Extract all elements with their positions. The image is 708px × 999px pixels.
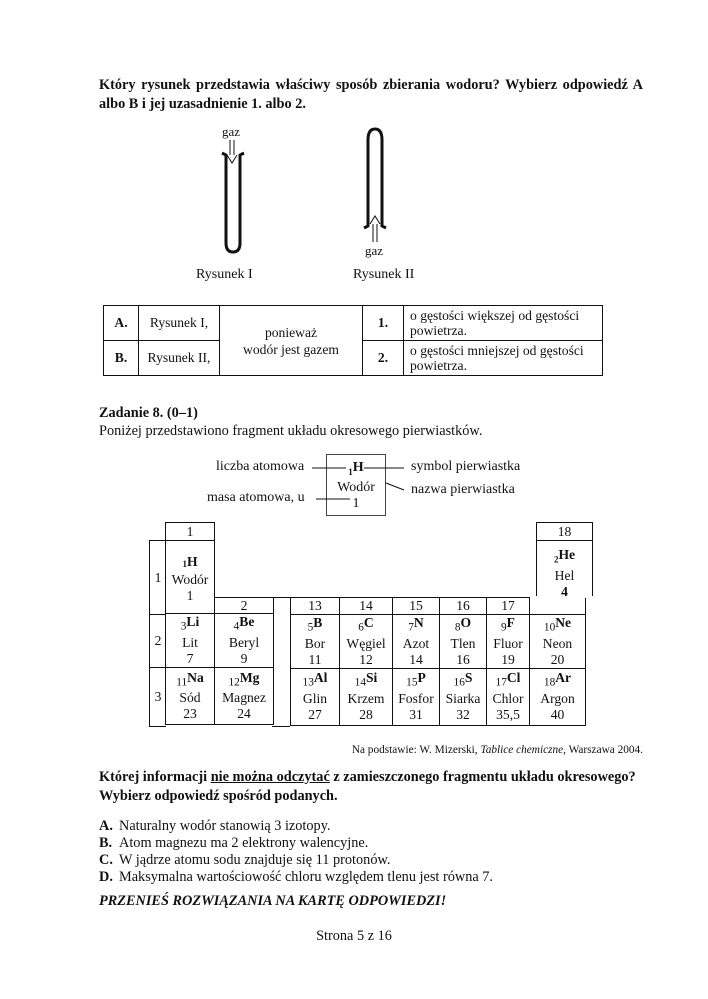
element-cell-Mg: [215, 668, 274, 725]
atomic-mass: 24: [237, 706, 251, 722]
element-symbol: He: [558, 547, 576, 562]
option-text: Naturalny wodór stanowią 3 izotopy.: [119, 818, 331, 834]
legend-atomic-number-label: liczba atomowa: [216, 459, 305, 474]
element-name: Glin: [302, 691, 328, 707]
element-name: Chlor: [492, 691, 524, 707]
question-7-prompt: Który rysunek przedstawia właściwy sposób zbierania wodoru? Wybierz odpowiedź A albo B i jej uzasadnienie 1. albo 2.: [99, 77, 643, 112]
element-name: Bor: [304, 635, 326, 651]
element-cell-C: [340, 615, 393, 669]
option-text: W jądrze atomu sodu znajduje się 11 protonów.: [119, 852, 391, 868]
atomic-number: 4: [233, 620, 240, 633]
reason-number: 1.: [363, 306, 404, 341]
answer-option: [99, 818, 493, 835]
group-header: 14: [340, 598, 393, 615]
group-header: 17: [487, 598, 530, 615]
element-cell-Ar: [530, 668, 586, 725]
answer-table: [103, 305, 603, 376]
atomic-number: 11: [176, 676, 188, 689]
legend-atomic-mass-label: masa atomowa, u: [207, 490, 305, 505]
element-symbol: Ne: [555, 615, 572, 630]
atomic-number: 5: [307, 621, 314, 634]
atomic-mass: 14: [409, 651, 423, 667]
element-name: Tlen: [450, 635, 476, 651]
task-intro: Poniżej przedstawiono fragment układu okresowego pierwiastków.: [99, 423, 483, 439]
atomic-mass: 12: [359, 651, 373, 667]
atomic-number: 3: [180, 620, 187, 633]
atomic-mass: 19: [501, 651, 515, 667]
question-8-prompt: [99, 768, 659, 806]
legend-z: 1: [348, 466, 353, 477]
option-letter: A.: [99, 818, 113, 834]
element-name: Azot: [402, 635, 430, 651]
atomic-mass: 7: [186, 650, 194, 666]
atomic-mass: 35,5: [496, 707, 520, 723]
option-letter: D.: [99, 869, 113, 885]
atomic-number: 12: [228, 676, 240, 689]
atomic-mass: 1: [186, 588, 194, 603]
figure-1-gas-label: gaz: [222, 124, 241, 139]
element-cell-He: [536, 540, 593, 599]
element-name: Lit: [182, 634, 198, 650]
atomic-mass: 32: [456, 707, 470, 723]
legend-leader-lines: [300, 455, 420, 515]
atomic-number: 13: [302, 677, 314, 690]
figure-1-caption: Rysunek I: [196, 267, 253, 282]
element-cell-P: [393, 668, 440, 725]
atomic-mass: 20: [550, 651, 565, 667]
element-cell-Na: [166, 668, 215, 725]
element-cell-Li: [166, 614, 215, 668]
reason-number: 2.: [363, 341, 404, 376]
reason-text: o gęstości większej od gęstości powietrza.: [404, 306, 603, 341]
atomic-number: 14: [354, 677, 366, 690]
prompt-part-1: Której informacji: [99, 769, 211, 785]
element-symbol: Na: [187, 669, 204, 685]
he-column-continuation: [530, 598, 586, 615]
legend-symbol-label: symbol pierwiastka: [411, 459, 521, 474]
element-name: Hel: [554, 567, 575, 583]
element-symbol: Ar: [555, 670, 572, 686]
element-cell-Ne: [530, 615, 586, 669]
figure-2-caption: Rysunek II: [353, 267, 415, 282]
prompt-underlined: nie można odczytać: [210, 769, 330, 785]
page-number: Strona 5 z 16: [316, 928, 392, 944]
figure-2-gas-label: gaz: [365, 243, 384, 258]
period-label: 1: [149, 540, 166, 615]
atomic-mass: 28: [359, 707, 373, 723]
legend-mass: 1: [352, 495, 360, 511]
atomic-mass: 11: [308, 651, 322, 667]
option-letter: C.: [99, 852, 113, 868]
reason-text: o gęstości mniejszej od gęstości powietrza.: [404, 341, 603, 376]
element-cell-F: [487, 615, 530, 669]
source-title: Tablice chemiczne,: [480, 744, 566, 756]
group-header: 13: [291, 598, 340, 615]
option-text: Rysunek II,: [139, 341, 220, 376]
element-name: Sód: [179, 690, 201, 706]
atomic-mass: 40: [550, 707, 565, 723]
element-symbol: H: [186, 554, 198, 569]
element-cell-Al: [291, 668, 340, 725]
element-cell-H: [165, 540, 215, 614]
element-symbol: Mg: [239, 669, 260, 685]
element-name: Fosfor: [398, 691, 434, 707]
test-tube-figure-1: [222, 140, 244, 252]
element-cell-B: [291, 615, 340, 669]
transfer-note: PRZENIEŚ ROZWIĄZANIA NA KARTĘ ODPOWIEDZI!: [99, 893, 447, 909]
atomic-mass: 4: [561, 583, 568, 599]
atomic-number: 16: [453, 677, 465, 690]
connector-line-2: wodór jest gazem: [243, 341, 339, 357]
element-symbol: Li: [186, 614, 200, 630]
periodic-table-s-block: [165, 613, 274, 725]
gas-in-arrow-icon: [370, 216, 380, 242]
element-name: Węgiel: [346, 635, 386, 651]
element-cell-S: [440, 668, 487, 725]
source-suffix: Warszawa 2004.: [566, 744, 643, 756]
atomic-number: 2: [553, 554, 559, 565]
prompt-part-2: z zamieszczonego fragmentu układu okresowego? Wybierz odpowiedź spośród podanych.: [99, 769, 636, 804]
answer-row: [104, 306, 603, 341]
period-label: 2: [149, 614, 166, 668]
connector-cell: [220, 306, 363, 376]
option-letter: B.: [104, 341, 139, 376]
element-symbol: C: [363, 615, 374, 630]
option-text: Rysunek I,: [139, 306, 220, 341]
group-header: 18: [536, 522, 593, 541]
atomic-mass: 27: [308, 707, 322, 723]
element-name: Wodór: [171, 572, 209, 587]
option-text: Atom magnezu ma 2 elektrony walencyjne.: [119, 835, 369, 851]
element-name: Neon: [542, 635, 573, 651]
element-name: Krzem: [347, 691, 385, 707]
atomic-number: 9: [501, 621, 507, 634]
element-symbol: N: [413, 615, 424, 630]
atomic-mass: 23: [183, 706, 197, 722]
element-name: Fluor: [493, 635, 523, 651]
atomic-number: 10: [543, 621, 556, 634]
group-header: 2: [214, 597, 274, 614]
atomic-number: 6: [358, 621, 364, 634]
atomic-mass: 16: [456, 651, 470, 667]
table-gap: [272, 597, 290, 727]
gas-in-arrow-icon: [227, 140, 237, 163]
element-symbol: O: [460, 615, 472, 630]
element-symbol: Si: [365, 670, 378, 686]
element-cell-Be: [215, 614, 274, 668]
element-symbol: Cl: [506, 670, 521, 686]
test-tube-figure-2: [364, 129, 386, 242]
atomic-mass: 31: [409, 707, 423, 723]
group-header: 16: [440, 598, 487, 615]
element-name: Magnez: [222, 690, 266, 706]
element-symbol: Be: [239, 614, 255, 630]
atomic-number: 1: [182, 559, 187, 569]
element-cell-N: [393, 615, 440, 669]
group-header: 1: [165, 522, 215, 541]
atomic-number: 15: [406, 677, 418, 690]
task-title: Zadanie 8. (0–1): [99, 405, 198, 421]
atomic-number: 18: [543, 677, 556, 690]
element-symbol: B: [313, 615, 323, 630]
atomic-mass: 9: [240, 650, 248, 666]
element-symbol: P: [417, 670, 426, 686]
source-citation: [352, 744, 643, 756]
element-name: Siarka: [445, 691, 481, 707]
periodic-table-p-block: [290, 597, 586, 726]
option-letter: B.: [99, 835, 113, 851]
element-symbol: S: [464, 670, 473, 686]
element-name: Argon: [540, 691, 575, 707]
group-header: 15: [393, 598, 440, 615]
test-tube-figures: [200, 120, 440, 290]
legend-name: Wodór: [337, 479, 375, 495]
element-cell-Cl: [487, 668, 530, 725]
element-symbol: Al: [313, 670, 328, 686]
answer-option: [99, 852, 493, 869]
connector-line-1: ponieważ: [264, 324, 318, 340]
option-text: Maksymalna wartościowość chloru względem tlenu jest równa 7.: [119, 869, 494, 885]
answer-option: [99, 835, 493, 852]
period-label: 3: [149, 667, 166, 727]
atomic-number: 17: [495, 677, 507, 690]
answer-option: [99, 869, 493, 886]
legend-symbol: H: [352, 460, 364, 475]
element-symbol: F: [506, 615, 515, 630]
element-cell-O: [440, 615, 487, 669]
element-name: Beryl: [228, 634, 260, 650]
source-prefix: Na podstawie: W. Mizerski,: [351, 744, 481, 756]
atomic-number: 8: [454, 621, 461, 634]
answer-options: [99, 818, 493, 886]
atomic-number: 7: [408, 621, 414, 634]
element-cell-Si: [340, 668, 393, 725]
option-letter: A.: [104, 306, 139, 341]
legend-name-label: nazwa pierwiastka: [411, 482, 515, 497]
